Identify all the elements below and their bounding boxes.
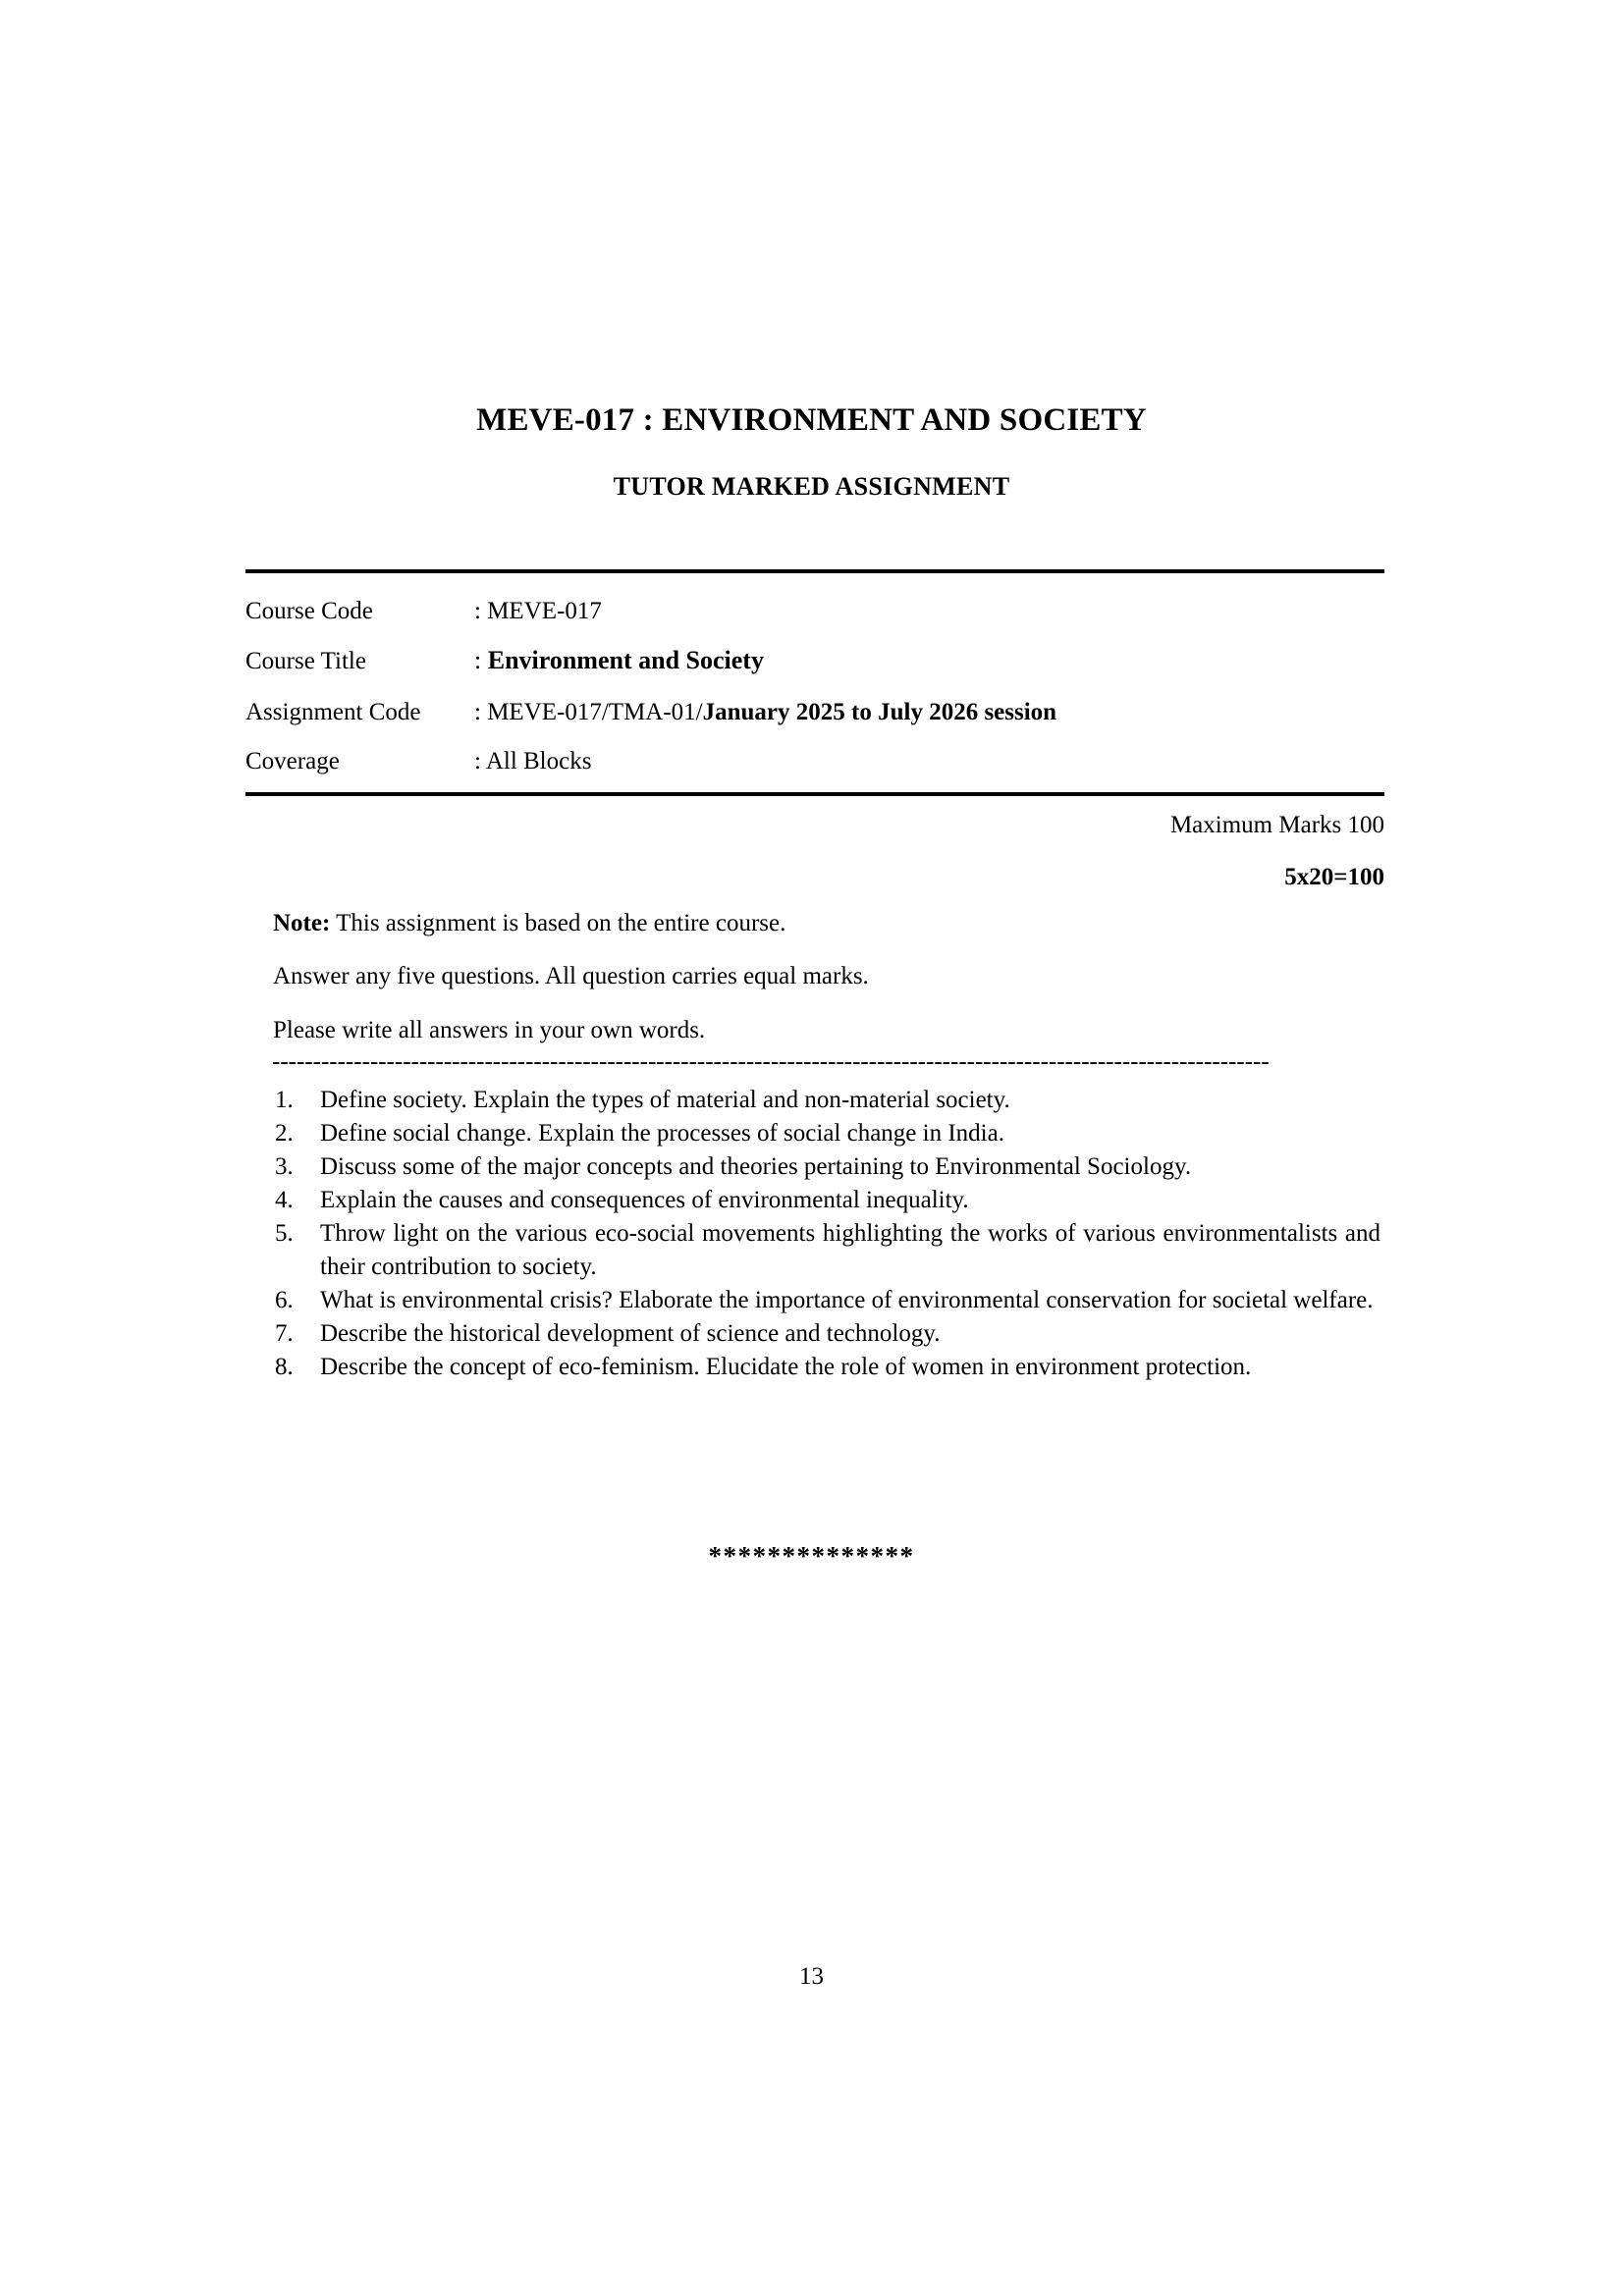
course-code-value bbox=[474, 587, 602, 636]
coverage-label: Coverage bbox=[245, 748, 340, 774]
note-label: Note: bbox=[273, 910, 331, 936]
question-text: Describe the historical development of science and technology. bbox=[320, 1320, 941, 1347]
table-row-coverage bbox=[245, 737, 1384, 786]
course-title-colon: : bbox=[474, 646, 488, 674]
table-row-assignment-code bbox=[245, 688, 1384, 737]
question-number: 3. bbox=[275, 1153, 294, 1180]
course-code-value-text: : MEVE-017 bbox=[474, 598, 602, 624]
course-details-table bbox=[245, 569, 1384, 796]
question-number: 4. bbox=[275, 1187, 294, 1213]
marks-calculation: 5x20=100 bbox=[1284, 864, 1384, 890]
question-list bbox=[273, 1084, 1380, 1384]
coverage-value-text: : All Blocks bbox=[474, 748, 592, 774]
question-number: 5. bbox=[275, 1220, 294, 1247]
list-item bbox=[273, 1284, 1380, 1317]
question-text: What is environmental crisis? Elaborate the importance of environmental conservation for societal welfare. bbox=[320, 1287, 1374, 1313]
question-number: 8. bbox=[275, 1354, 294, 1380]
list-item bbox=[273, 1217, 1380, 1284]
course-title-value bbox=[474, 636, 764, 685]
question-text: Define social change. Explain the processes of social change in India. bbox=[320, 1120, 1004, 1147]
question-number: 2. bbox=[275, 1120, 294, 1147]
page-title: MEVE-017 : ENVIRONMENT AND SOCIETY bbox=[476, 402, 1147, 438]
question-number: 1. bbox=[275, 1087, 294, 1113]
question-number: 7. bbox=[275, 1320, 294, 1347]
maximum-marks: Maximum Marks 100 bbox=[1169, 812, 1384, 838]
page-number: 13 bbox=[799, 1963, 824, 1990]
note-line-2: Answer any five questions. All question carries equal marks. bbox=[273, 963, 869, 990]
note-line-3: Please write all answers in your own words. bbox=[273, 1016, 706, 1043]
list-item bbox=[273, 1117, 1380, 1150]
question-text: Discuss some of the major concepts and theories pertaining to Environmental Sociology. bbox=[320, 1153, 1192, 1180]
course-code-label: Course Code bbox=[245, 598, 373, 624]
list-item bbox=[273, 1317, 1380, 1351]
assignment-code-prefix: : MEVE-017/TMA-01/ bbox=[474, 699, 703, 725]
page-subtitle: TUTOR MARKED ASSIGNMENT bbox=[613, 472, 1010, 501]
question-number: 6. bbox=[275, 1287, 294, 1313]
table-top-spacer bbox=[245, 573, 1384, 587]
instructions-block bbox=[272, 908, 1392, 1075]
note-text: This assignment is based on the entire course. bbox=[330, 910, 786, 936]
assignment-code-session: January 2025 to July 2026 session bbox=[702, 699, 1057, 725]
coverage-value bbox=[474, 737, 591, 786]
table-bottom-spacer bbox=[245, 786, 1384, 792]
course-title-value-text: Environment and Society bbox=[487, 646, 764, 674]
assignment-code-label: Assignment Code bbox=[245, 699, 421, 725]
question-text: Throw light on the various eco-social movements highlighting the works of various environmentalists and their contribution to society. bbox=[320, 1220, 1380, 1280]
note-line-1 bbox=[273, 908, 1392, 938]
list-item bbox=[273, 1351, 1380, 1384]
assignment-code-value bbox=[474, 688, 1056, 737]
list-item bbox=[273, 1084, 1380, 1117]
question-text: Define society. Explain the types of material and non-material society. bbox=[320, 1087, 1010, 1113]
question-text: Explain the causes and consequences of environmental inequality. bbox=[320, 1187, 969, 1213]
table-row-course-code bbox=[245, 587, 1384, 636]
course-title-label: Course Title bbox=[245, 648, 366, 674]
footer-star-divider: ************** bbox=[708, 1541, 915, 1571]
list-item bbox=[273, 1150, 1380, 1184]
table-row-course-title bbox=[245, 636, 1384, 688]
list-item bbox=[273, 1184, 1380, 1217]
question-text: Describe the concept of eco-feminism. Elucidate the role of women in environment protection. bbox=[320, 1354, 1252, 1380]
dashed-separator: -------------------------------------------------------------------------------------------------------------------------- bbox=[272, 1048, 1270, 1075]
